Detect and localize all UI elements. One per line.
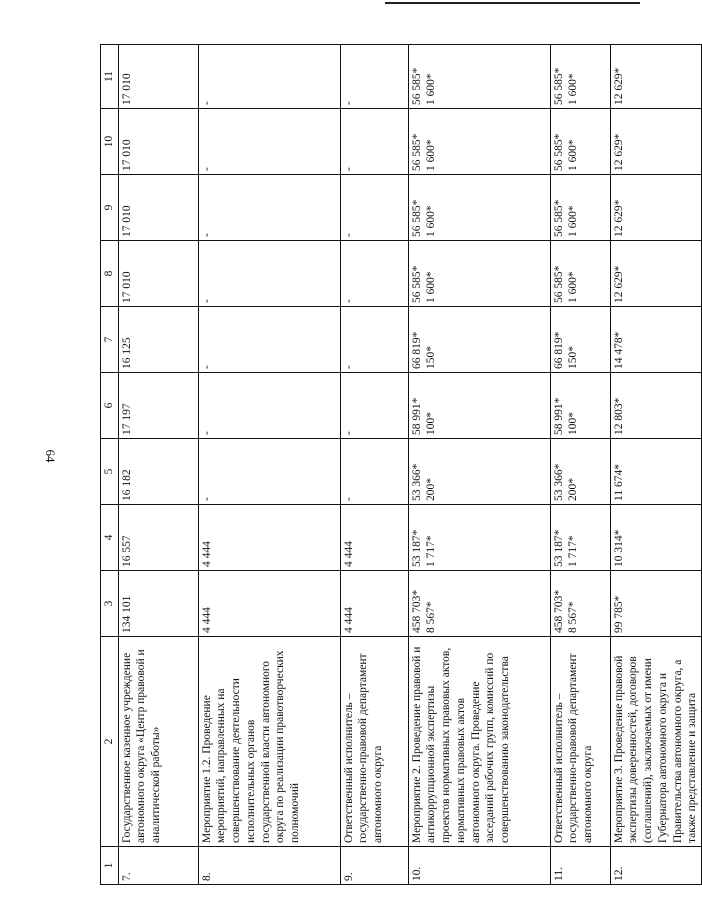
table-body [118,45,701,885]
value-cell: - [198,45,340,109]
value-cell: 17 010 [118,45,198,109]
value-cell: - [340,109,408,175]
value-cell: - [198,241,340,307]
value-cell: - [340,373,408,439]
row-name-cell: Ответственный исполнитель – государственно-правовой департамент автономного округа [550,637,610,847]
value-cell: - [340,241,408,307]
value-cell: 12 629* [610,241,701,307]
row-name-cell: Мероприятие 1.2. Проведение мероприятий, направленных на совершенствование деятельности исполнительных органов государственной власти автономного округа по реализации правотворческих полномочий [198,637,340,847]
table-row [408,45,550,885]
rotated-table-wrapper [100,45,699,885]
value-cell: 53 187* 1 717* [408,505,550,571]
header-cell: 8 [101,241,119,307]
table-row [550,45,610,885]
value-cell: 66 819* 150* [408,307,550,373]
value-cell: - [340,307,408,373]
value-cell: 66 819* 150* [550,307,610,373]
value-cell: 99 785* [610,571,701,637]
header-cell: 10 [101,109,119,175]
value-cell: 17 197 [118,373,198,439]
header-cell: 7 [101,307,119,373]
table-row [198,45,340,885]
value-cell: 12 629* [610,45,701,109]
row-number-cell: 7. [118,847,198,885]
row-name-cell: Государственное казенное учреждение автономного округа «Центр правовой и аналитической работы» [118,637,198,847]
value-cell: 56 585* 1 600* [408,45,550,109]
value-cell: 53 366* 200* [550,439,610,505]
header-cell: 11 [101,45,119,109]
value-cell: 58 991* 100* [408,373,550,439]
row-number-cell: 10. [408,847,550,885]
value-cell: 134 101 [118,571,198,637]
row-number-cell: 9. [340,847,408,885]
value-cell: 12 629* [610,175,701,241]
value-cell: 10 314* [610,505,701,571]
header-cell: 9 [101,175,119,241]
table-row [118,45,198,885]
value-cell: - [340,45,408,109]
value-cell: 16 125 [118,307,198,373]
value-cell: 458 703* 8 567* [550,571,610,637]
value-cell: 16 557 [118,505,198,571]
top-rule [385,2,640,4]
page-number: 64 [43,449,58,463]
value-cell: 16 182 [118,439,198,505]
value-cell: 17 010 [118,241,198,307]
header-cell: 4 [101,505,119,571]
budget-table [100,44,702,885]
value-cell: 56 585* 1 600* [550,241,610,307]
row-number-cell: 11. [550,847,610,885]
value-cell: 56 585* 1 600* [550,45,610,109]
header-cell: 1 [101,847,119,885]
row-number-cell: 12. [610,847,701,885]
header-cell: 3 [101,571,119,637]
value-cell: 56 585* 1 600* [408,241,550,307]
value-cell: 53 187* 1 717* [550,505,610,571]
value-cell: 4 444 [198,505,340,571]
header-cell: 5 [101,439,119,505]
table-row [340,45,408,885]
value-cell: 17 010 [118,109,198,175]
value-cell: - [340,175,408,241]
header-cell: 2 [101,637,119,847]
value-cell: - [198,373,340,439]
table-row [610,45,701,885]
value-cell: - [198,175,340,241]
row-name-cell: Мероприятие 3. Проведение правовой экспертизы доверенностей, договоров (соглашений), заключаемых от имени Губернатора автономного округа и Правительства автономного округа, а также представление и защита [610,637,701,847]
value-cell: 53 366* 200* [408,439,550,505]
value-cell: 12 629* [610,109,701,175]
value-cell: 58 991* 100* [550,373,610,439]
value-cell: 56 585* 1 600* [408,109,550,175]
value-cell: - [198,109,340,175]
value-cell: 56 585* 1 600* [550,109,610,175]
header-row [101,45,119,885]
value-cell: - [340,439,408,505]
row-name-cell: Мероприятие 2. Проведение правовой и антикоррупционной экспертизы проектов нормативных правовых актов, нормативных правовых актов автономного округа. Проведение заседаний рабочих групп, комиссий по совершенствованию законодательства [408,637,550,847]
value-cell: 56 585* 1 600* [408,175,550,241]
value-cell: 458 703* 8 567* [408,571,550,637]
value-cell: 4 444 [340,505,408,571]
value-cell: - [198,307,340,373]
value-cell: 11 674* [610,439,701,505]
value-cell: 4 444 [198,571,340,637]
value-cell: 12 803* [610,373,701,439]
value-cell: 56 585* 1 600* [550,175,610,241]
value-cell: 14 478* [610,307,701,373]
value-cell: 4 444 [340,571,408,637]
row-name-cell: Ответственный исполнитель – государственно-правовой департамент автономного округа [340,637,408,847]
header-cell: 6 [101,373,119,439]
row-number-cell: 8. [198,847,340,885]
value-cell: 17 010 [118,175,198,241]
value-cell: - [198,439,340,505]
